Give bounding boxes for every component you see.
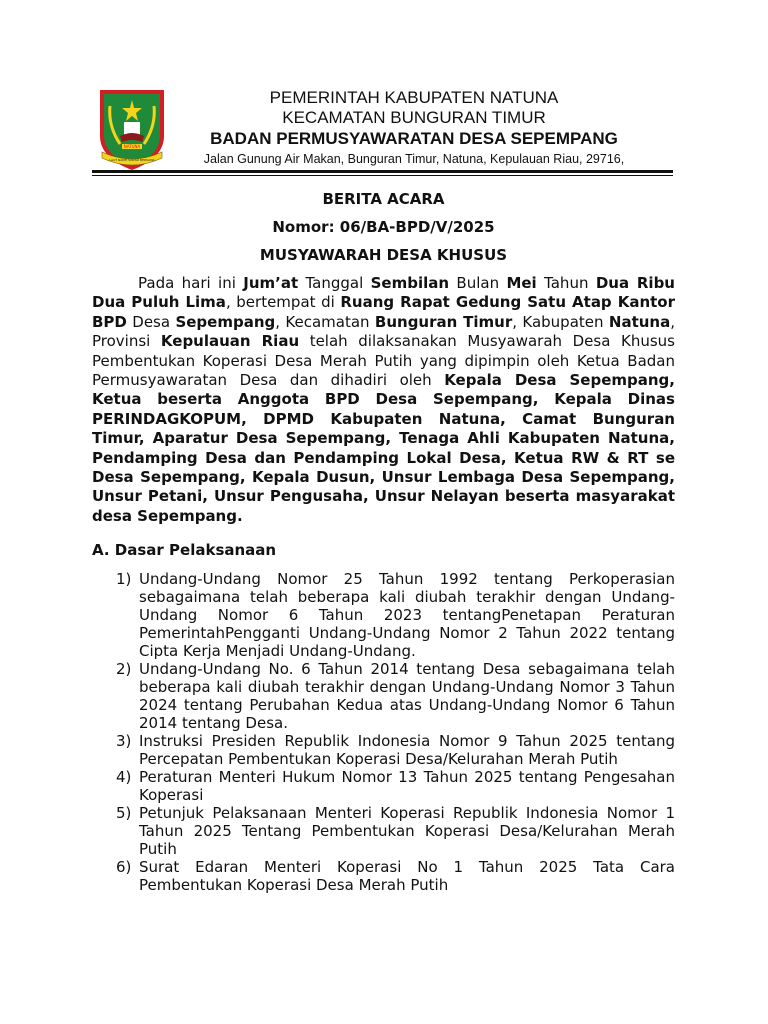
opening-paragraph: Pada hari ini Jum’at Tanggal Sembilan Bulan Mei Tahun Dua Ribu Dua Puluh Lima, bertempat di Ruang Rapat Gedung Satu Atap Kantor BPD Desa Sepempang, Kecamatan Bunguran Timur, Kabupaten Natuna, Provinsi Kepulauan Riau telah dilaksanakan Musyawarah Desa Khusus Pembentukan Koperasi Desa Merah Putih yang dipimpin oleh Ketua Badan Permusyawaratan Desa dan dihadiri oleh Kepala Desa Sepempang, Ketua beserta Anggota BPD Desa Sepempang, Kepala Dinas PERINDAGKOPUM, DPMD Kabupaten Natuna, Camat Bunguran Timur, Aparatur Desa Sepempang, Tenaga Ahli Kabupaten Natuna, Pendamping Desa dan Pendamping Lokal Desa, Ketua RW & RT se Desa Sepempang, Kepala Dusun, Unsur Lembaga Desa Sepempang, Unsur Petani, Unsur Pengusaha, Unsur Nelayan beserta masyarakat desa Sepempang.: [92, 274, 675, 525]
document-number: Nomor: 06/BA-BPD/V/2025: [272, 218, 495, 236]
list-item-text: Instruksi Presiden Republik Indonesia Nomor 9 Tahun 2025 tentang Percepatan Pembentukan Koperasi Desa/Kelurahan Merah Putih: [139, 732, 675, 768]
list-item-text: Undang-Undang Nomor 25 Tahun 1992 tentang Perkoperasian sebagaimana telah beberapa kali diubah terakhir dengan Undang-Undang Nomor 6 Tahun 2023 tentangPenetapan Peraturan PemerintahPengganti Undang-Undang Nomor 2 Tahun 2022 tentang Cipta Kerja Menjadi Undang-Undang.: [139, 570, 675, 660]
list-item: [92, 660, 675, 732]
institution-address: Jalan Gunung Air Makan, Bunguran Timur, Natuna, Kepulauan Riau, 29716,: [203, 152, 625, 166]
list-item-number: 6): [116, 858, 132, 876]
list-item-text: Undang-Undang No. 6 Tahun 2014 tentang Desa sebagaimana telah beberapa kali diubah terakhir dengan Undang-Undang Nomor 3 Tahun 2024 tentang Perubahan Kedua atas Undang-Undang Nomor 6 Tahun 2014 tentang Desa.: [139, 660, 675, 732]
list-item: [92, 768, 675, 804]
list-item-number: 5): [116, 804, 132, 822]
institution-name: BADAN PERMUSYAWARATAN DESA SEPEMPANG: [210, 129, 618, 148]
list-item-text: Peraturan Menteri Hukum Nomor 13 Tahun 2025 tentang Pengesahan Koperasi: [139, 768, 675, 804]
list-item-number: 3): [116, 732, 132, 750]
list-item: [92, 732, 675, 768]
list-item-number: 2): [116, 660, 132, 678]
letterhead: [180, 87, 648, 168]
document-title: BERITA ACARA: [322, 190, 445, 208]
legal-basis-list: [92, 570, 675, 894]
list-item-number: 4): [116, 768, 132, 786]
list-item: [92, 858, 675, 894]
government-name: PEMERINTAH KABUPATEN NATUNA: [269, 88, 559, 107]
natuna-regency-emblem: [96, 86, 168, 172]
district-name: KECAMATAN BUNGURAN TIMUR: [282, 108, 546, 127]
list-item-number: 1): [116, 570, 132, 588]
document-subtitle: MUSYAWARAH DESA KHUSUS: [259, 246, 508, 264]
list-item-text: Petunjuk Pelaksanaan Menteri Koperasi Republik Indonesia Nomor 1 Tahun 2025 Tentang Pembentukan Koperasi Desa/Kelurahan Merah Putih: [139, 804, 675, 858]
svg-text:LAUT NANTI SANTAI BERSAMA: LAUT NANTI SANTAI BERSAMA: [109, 158, 155, 162]
letterhead-divider: [92, 170, 673, 173]
list-item-text: Surat Edaran Menteri Koperasi No 1 Tahun 2025 Tata Cara Pembentukan Koperasi Desa Merah Putih: [139, 858, 675, 894]
svg-text:NATUNA: NATUNA: [123, 144, 141, 149]
list-item: [92, 804, 675, 858]
section-heading: A. Dasar Pelaksanaan: [92, 541, 277, 559]
list-item: [92, 570, 675, 660]
letterhead-divider-thin: [92, 175, 673, 176]
